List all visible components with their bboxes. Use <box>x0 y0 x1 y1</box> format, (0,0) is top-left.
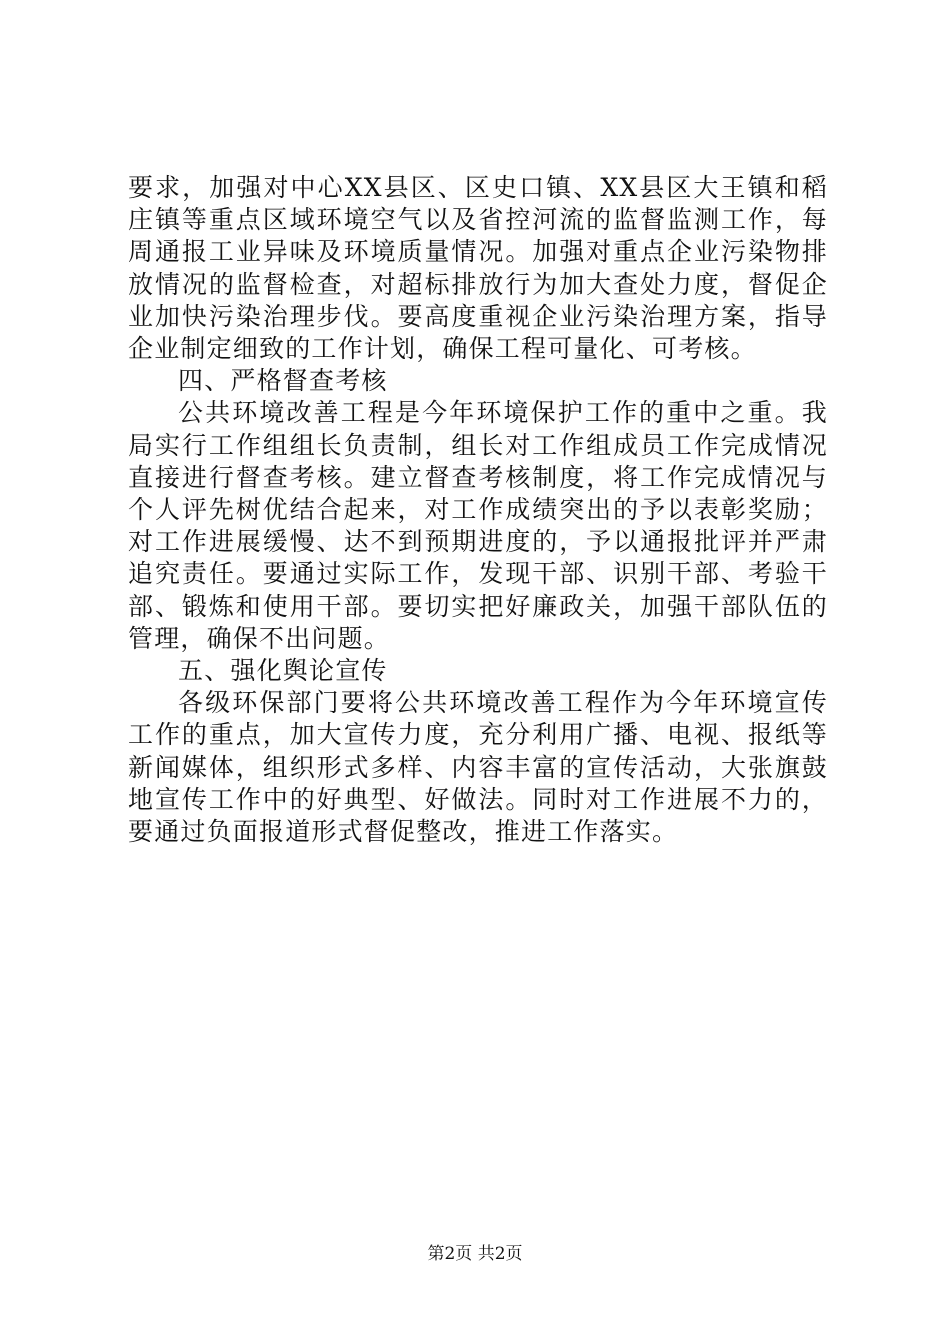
section-heading: 四、严格督查考核 <box>178 366 388 396</box>
body-paragraph: 要求，加强对中心XX县区、区史口镇、XX县区大王镇和稻庄镇等重点区域环境空气以及省控河流的监督监测工作，每周通报工业异味及环境质量情况。加强对重点企业污染物排放情况的监督检查，对超标排放行为加大查处力度，督促企业加快污染治理步伐。要高度重视企业污染治理方案，指导企业制定细致的工作计划，确保工程可量化、可考核。 <box>128 173 828 364</box>
body-paragraph: 公共环境改善工程是今年环境保护工作的重中之重。我局实行工作组组长负责制，组长对工作组成员工作完成情况直接进行督查考核。建立督查考核制度，将工作完成情况与个人评先树优结合起来，对工作成绩突出的予以表彰奖励；对工作进展缓慢、达不到预期进度的，予以通报批评并严肃追究责任。要通过实际工作，发现干部、识别干部、考验干部、锻炼和使用干部。要切实把好廉政关，加强干部队伍的管理，确保不出问题。 <box>128 398 828 653</box>
body-paragraph: 各级环保部门要将公共环境改善工程作为今年环境宣传工作的重点，加大宣传力度，充分利用广播、电视、报纸等新闻媒体，组织形式多样、内容丰富的宣传活动，大张旗鼓地宣传工作中的好典型、好做法。同时对工作进展不力的，要通过负面报道形式督促整改，推进工作落实。 <box>128 688 828 847</box>
page-footer: 第2页 共2页 <box>427 1244 523 1264</box>
document-body <box>128 172 828 848</box>
section-heading: 五、强化舆论宣传 <box>178 656 388 686</box>
